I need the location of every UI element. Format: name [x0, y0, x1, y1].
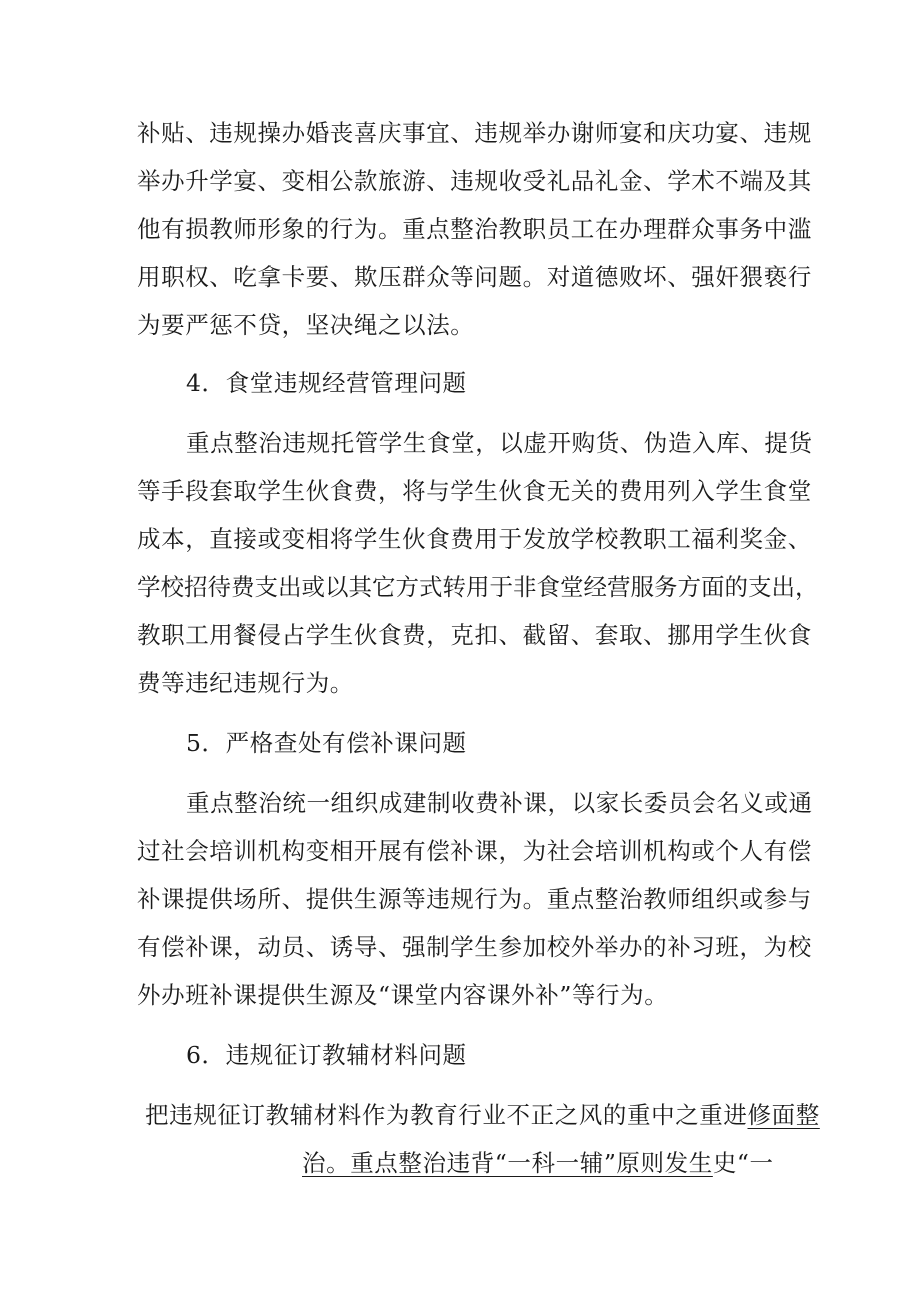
paragraph-line: 学校招待费支出或以其它方式转用于非食堂经营服务方面的支出， [137, 573, 819, 601]
paragraph-line: 外办班补课提供生源及“课堂内容课外补”等行为。 [137, 981, 669, 1009]
paragraph-line: 补贴、违规操办婚丧喜庆事宜、违规举办谢师宴和庆功宴、违规 [137, 119, 812, 147]
paragraph-line: 重点整治违规托管学生食堂，以虚开购货、伪造入库、提货 [186, 429, 813, 457]
paragraph-line: 他有损教师形象的行为。重点整治教职员工在办理群众事务中滥 [137, 215, 812, 243]
paragraph-line: 举办升学宴、变相公款旅游、违规收受礼品礼金、学术不端及其 [137, 167, 812, 195]
paragraph-line: 用职权、吃拿卡要、欺压群众等问题。对道德败坏、强奸猥亵行 [137, 263, 812, 291]
paragraph-line: 重点整治统一组织成建制收费补课，以家长委员会名义或通 [186, 789, 813, 817]
section-heading-6: 6．违规征订教辅材料问题 [186, 1041, 467, 1069]
paragraph-line: 补课提供场所、提供生源等违规行为。重点整治教师组织或参与 [137, 885, 812, 913]
underlined-text: 修面整 [747, 1101, 820, 1129]
section-heading-4: 4．食堂违规经营管理问题 [186, 369, 467, 397]
paragraph-line [145, 1100, 820, 1130]
paragraph-line: 有偿补课，动员、诱导、强制学生参加校外举办的补习班，为校 [137, 933, 812, 961]
paragraph-line: 等手段套取学生伙食费，将与学生伙食无关的费用列入学生食堂 [137, 477, 812, 505]
section-heading-5: 5．严格查处有偿补课问题 [186, 729, 467, 757]
paragraph-text: 把违规征订教辅材料作为教育行业不正之风的重中之重进 [145, 1101, 748, 1129]
paragraph-line: 教职工用餐侵占学生伙食费，克扣、截留、套取、挪用学生伙食 [137, 621, 812, 649]
paragraph-line: 成本，直接或变相将学生伙食费用于发放学校教职工福利奖金、 [137, 525, 812, 553]
paragraph-text: 史“一 [712, 1149, 774, 1177]
paragraph-line: 过社会培训机构变相开展有偿补课，为社会培训机构或个人有偿 [137, 837, 812, 865]
underlined-text: 治。重点整治违背“一科一辅”原则发生 [302, 1149, 713, 1177]
paragraph-line: 为要严惩不贷，坚决绳之以法。 [137, 311, 475, 339]
paragraph-line [302, 1148, 802, 1178]
paragraph-line: 费等违纪违规行为。 [137, 669, 354, 697]
